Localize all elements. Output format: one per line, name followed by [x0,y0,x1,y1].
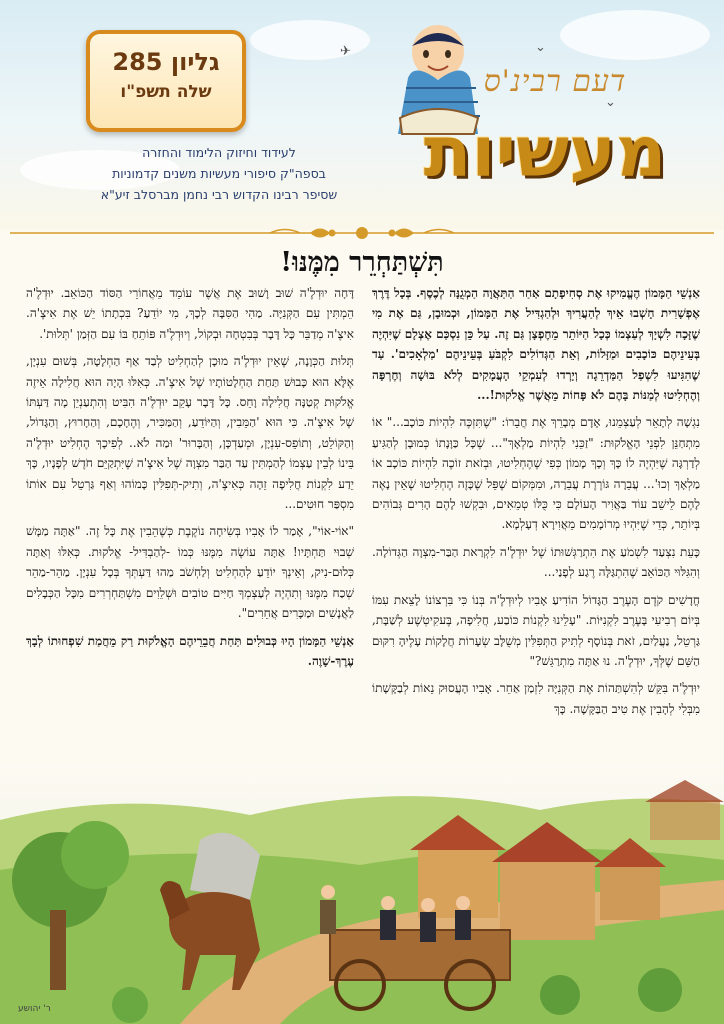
brand-subtitle: דעם רבינ'ס [483,64,627,99]
tagline-line: בספה"ק סיפורי מעשיות משנים קדמוניות [112,166,326,181]
article-title: תִּשְׁתַּחְרֵר מִמֶּנּוּ! [280,247,444,278]
paragraph: אַנְשֵׁי הַמָּמוֹן הָיוּ כְּבוּלִים תַּחַת חֲבֵרֵיהֶם הָאֱלֹקוּת רַק מֵחֲמַת שִׁפְחוּתוֹ לְבָךְ עֶרֶךְ-שָׁוֶה. [26,633,354,668]
paragraph: אַנְשֵׁי הַמָּמוֹן הֶעֱמִיקוּ אֶת סְחִיפָתָם אַחַר הַתַּאֲוָה הַמְגֻנָּה לְכֶסֶף. בְּכָל דֶּרֶךְ אֶפְשָׁרִית חָשְׁבוּ אֵיךְ לְהַעֲרִיךְ וּלְהַגְדִּיל אֶת הַמָּמוֹן, וּכְמוּבָן, גַּם אֶת מִי שֶׁזָּכָה לִשְׁיָךְ לְעַצְמוֹ כְּכָל הַיּוֹתֵר מֵחֶפְצָן גַּם זֶה. עַל כֵּן נִסְכַּם אֶצְלָם שֶׁיִּהְיֶה בְּעֵינֵיהֶם כּוֹכָבִים וּמַזָּלוֹת, וְאֵת הַגְּדוֹלִים לִקְבֹּעַ בְּעֵינֵיהֶם 'מַלְאָכִים'. עַד שֶׁהִגִּיעוּ לִשְׁפַל הַמַּדְרֵגָה וְיָרְדוּ לְעִמְקֵי הָעֲמָקִים לְלֹא בּוּשָׁה וְחֶרְפָּה וְהֶחְלִיטוּ לְמַנּוֹת בָּהֶם לֹא פָּחוֹת מֵאֲשֶׁר אֱלֹקוּת!... [372,286,700,403]
ornamental-divider [10,222,714,244]
issue-date: שלה תשפ"ו [120,82,212,102]
bird-icon: ⌄ [605,95,616,110]
paragraph: חֳדָשִׁים קֹדֶם הָעֶרֶב הַגָּדוֹל הוֹדִיעַ אָבִיו לְיוּדְלֶ'ה בְּנוֹ כִּי בִּרְצוֹנוֹ לָצֵאת עִמּוֹ בְּיוֹם רְבִיעִי בָּעֶרֶב לִקְנִיּוֹת. "עָלֵינוּ לִקְנוֹת כּוֹבַע, חֲלִיפָה, בֶּעקִיטְשֶׁע לְשַׁבָּת, גַּרְטֵל, נַעֲלַיִם, זֹאת בְּנוֹסָף לְתִיק הַתְּפִלִּין מְשֻׁלָּב שְׂעָרוֹת חֲלָקוֹת עָלֶיהָ רִקּוּם הַשֵּׁם שֶׁלְּךָ, יוּדְלֶ'ה. נוּ אַתָּה מִתְרַגֵּשׁ?" [372,592,700,668]
village-wagon-illustration [0,760,724,1024]
paragraph: כָּעֵת נִצְעַד לִשְׁמֹעַ אֶת הִתְרַגְּשׁוּתוֹ שֶׁל יוּדְלֶ'ה לִקְרַאת הַבַּר-מִצְוָה הַגְּדוֹלָה. וְהִגִּלּוּי הַכּוֹאֵב שֶׁהִתְגַּלָּה רֶגַע לְפָנַי... [372,544,700,580]
article-column-left [26,283,354,678]
brand-title: מעשיות [423,111,667,193]
bird-icon: ✈ [340,44,351,59]
issue-badge [86,30,246,132]
paragraph: נִגְשָׁה לְתָאֵר לְעַצְמֵנוּ, אָדָם מְבָרֵךְ אֶת חֲבֵרוֹ: "שֶׁתִּזְכֶּה לִהְיוֹת כּוֹכָב..." אוֹ מִתְחַנֵּן לִפְנֵי הָאֱלֹקוּת: "זַכֵּנִי לִהְיוֹת מַלְאָךְ"... שֶׁכָּל כַּוָּנָתוֹ כְּמוּבָן לְהַגִּיעַ לְדַרְגָּה שֶׁיִּהְיֶה לוֹ כָּךְ וְכָךְ מָמוֹן כְּפִי שֶׁהֶחְלִיטוּ, וּבְזֹאת זוֹכֶה לִהְיוֹת כּוֹכָב אוֹ מַלְאָךְ וְכוּ'... עֲבֵרָה גּוֹרֶרֶת עֲבֵרָה, וּמִמְּקוֹם שֶׁפֵּל שֶׁכָּזֶה הֶחְלִיטוּ שֶׁאֵין נָאֶה לָהֶם לֵישֵׁב עוֹד בַּאֲוִיר הָעוֹלָם כִּי כֻּלּוֹ טְמֵאִים, וּבִקְשׁוּ לָהֶם הָרִים גְּבוֹהִים בְּיוֹתֵר, כְּדֵי שֶׁיִּהְיוּ מְרוֹמָמִים מֵאֲוִירָא דְעָלְמָא. [372,415,700,532]
tagline-line: לעידוד וחיזוק הלימוד והחזרה [142,145,296,160]
paragraph: "אוֹי-אוֹי", אָמַר לוֹ אָבִיו בְּשִׂיחָה נוֹקֶבֶת כְּשֶׁהֵבִין אֶת כָּל זֶה. "אַתָּה מַמָּשׁ שְׁבוּי תַּחְתָּיו! אַתָּה עוֹשֶׂה מִמֶּנּוּ כְּמוֹ -לְהַבְדִּיל- אֱלֹקוּת. כְּאִלּוּ וְאַתָּה כְּלוּם-נִיק, וְאֵינְךָ יוֹדֵעַ לְהַחְלִיט וְלַחְשֹׁב מַהוּ דַּעְתְּךָ בְּכָל עִנְיָן. מַהֵר-מַהֵר שְׁכַח מִמֶּנּוּ וְתִהְיֶה לְעַצְמְךָ חַיִּים טוֹבִים וּשְׁלֵוִים מִשְׁתַּחְרְרִים מִכָּל הַכְּבָלִים לַאֲנָשִׁים וּמַכָּרִים אֲחֵרִים". [26,524,354,621]
artist-signature: ר' יהושע [18,1004,51,1014]
tagline-line: שסיפר רבינו הקדוש רבי נחמן מברסלב זיע"א [100,187,338,202]
article-column-right [372,283,700,726]
issue-number: גליון 285 [112,48,220,76]
cloud [250,20,370,60]
tagline [56,142,382,205]
paragraph: דָּחָה יוּדְלֶ'ה שׁוּב וָשׁוּב אֶת אֲשֶׁר עוֹמֵד מֵאֲחוֹרֵי הַסּוֹד הַכּוֹאֵב. יוּדְלֶ'ה הֵמְתִּין עִם הַקְּנִיָּה. מַהִי הַסִּבָּה לְכָךְ, מִי יוֹדֵעַ? בִּכְתָתוֹ יֵשׁ אֶת אִיצֶ'ה. אִיצֶ'ה מְדַבֵּר כָּל דָּבָר בְּבִטְחָה וּבְקוֹל, וְיוּדְלֶ'ה פּוֹתֵחַ בּוֹ עִם הַזְּמַן 'תְּלוּת'. [26,286,354,341]
paragraph: יוּדְלֶ'ה בִּקֵּשׁ לְהִשְׁתַּהוֹת אֶת הַקְּנִיָּה לִזְמַן אַחֵר. אָבִיו הָעֲסוּק נֵאוֹת לְבַקָּשָׁתוֹ מִבְּלִי לְהָבִין אֶת טִיב הַבַּקָּשָׁה. כָּךְ [372,681,700,716]
bird-icon: ⌄ [535,40,546,55]
cloud [560,10,710,60]
paragraph: תְּלוּת הַכְּוָנָה, שֶׁאֵין יוּדְלֶ'ה מוּכָן לְהַחְלִיט לְבַד אַף הַחְלָטָה, בְּשׁוּם עִנְיָן, אֶלָּא הוּא כָּבוּשׁ תַּחַת הַחְלָטוֹתָיו שֶׁל אִיצֶ'ה. כְּאִלּוּ הָיָה הוּא חֲלִילָה אֵיזֶה אֱלֹקוּת קְטַנָּה חֲלִילָה וָחֵס. כָּל דָּבָר עָקֵב יוּדְלֶ'ה הִבִּיט וְהִתְעַנְיֵן מָה דַּעְתּוֹ שֶׁל אִיצֶ'ה. כִּי הוּא 'הַמֵּבִין, וְהַיּוֹדֵעַ, וְהַמַּכִּיר, וְהֶחָכָם, וְהַחָרוּץ, וְהַגָּדוֹל, וְהַקּוֹלֵט, וְתוֹפֵס-עִנְיָן, וּמְעַדְכָּן, וְהַבָּרוּר' וּמַה לֹא.. לְפִיכָךְ הֶחְלִיט יוּדְלֶ'ה בֵּינוֹ לְבֵין עַצְמוֹ לְהַמְתִּין עַד הַבַּר מִצְוָה שֶׁל אִיצֶ'ה שֶׁיִּתְקַיֵּם חֹדֶשׁ לְפָנָיו, כָּךְ יֵדַע לִקְנוֹת חֲלִיפָה זֵהָה כְּאִיצֶ'ה, וְתִיק-תְּפִלִּין כָּמוֹהוּ וְאַף גַּרְטֵל עִם אוֹתוֹ מִסְפַּר חוּטִים... [26,354,354,512]
